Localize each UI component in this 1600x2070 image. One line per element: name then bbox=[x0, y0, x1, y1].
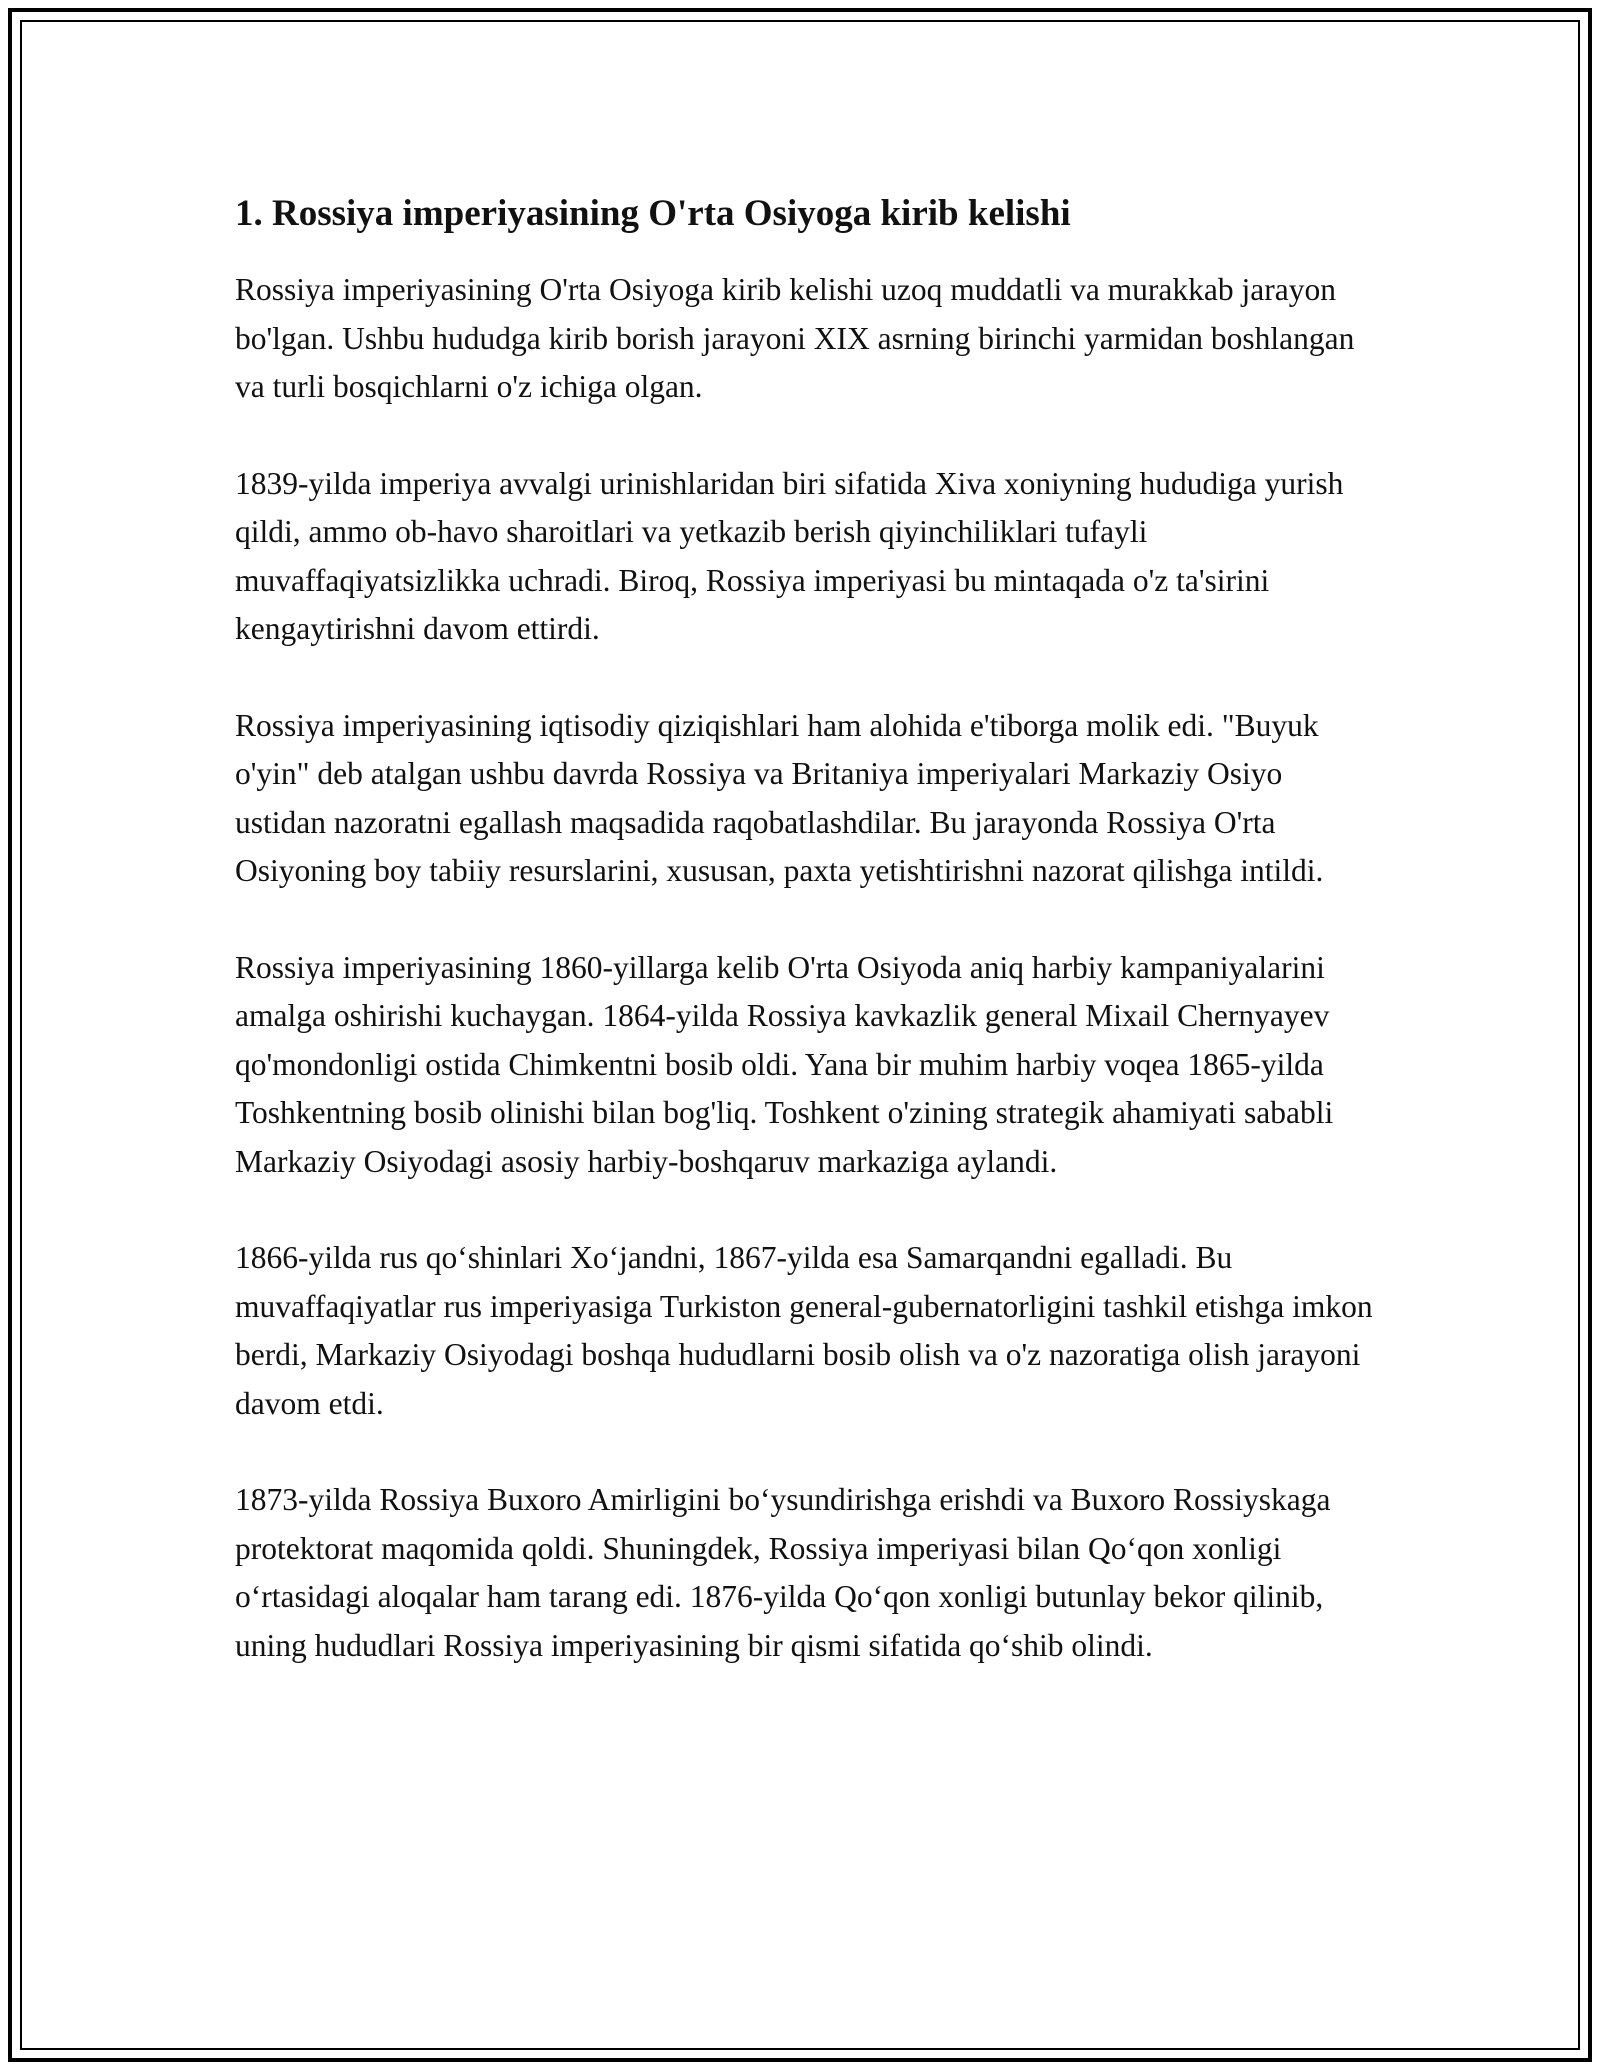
document-body bbox=[235, 190, 1380, 1718]
paragraph-6: 1873-yilda Rossiya Buxoro Amirligini bo‘ysundirishga erishdi va Buxoro Rossiyskaga protektorat maqomida qoldi. Shuningdek, Rossiya imperiyasi bilan Qo‘qon xonligi o‘rtasidagi aloqalar ham tarang edi. 1876-yilda Qo‘qon xonligi butunlay bekor qilinib, uning hududlari Rossiya imperiyasining bir qismi sifatida qo‘shib olindi. bbox=[235, 1482, 1331, 1663]
page-title: 1. Rossiya imperiyasining O'rta Osiyoga kirib kelishi bbox=[235, 193, 1071, 234]
paragraph-4: Rossiya imperiyasining 1860-yillarga kelib O'rta Osiyoda aniq harbiy kampaniyalarini amalga oshirishi kuchaygan. 1864-yilda Rossiya kavkazlik general Mixail Chernyayev qo'mondonligi ostida Chimkentni bosib oldi. Yana bir muhim harbiy voqea 1865-yilda Toshkentning bosib olinishi bilan bog'liq. Toshkent o'zining strategik ahamiyati sababli Markaziy Osiyodagi asosiy harbiy-boshqaruv markaziga aylandi. bbox=[235, 949, 1334, 1179]
paragraph-1: Rossiya imperiyasining O'rta Osiyoga kirib kelishi uzoq muddatli va murakkab jarayon bo'lgan. Ushbu hududga kirib borish jarayoni XIX asrning birinchi yarmidan boshlangan va turli bosqichlarni o'z ichiga olgan. bbox=[235, 272, 1355, 404]
paragraph-2: 1839-yilda imperiya avvalgi urinishlaridan biri sifatida Xiva xoniyning hududiga yurish qildi, ammo ob-havo sharoitlari va yetkazib berish qiyinchiliklari tufayli muvaffaqiyatsizlikka uchradi. Biroq, Rossiya imperiyasi bu mintaqada o'z ta'sirini kengaytirishni davom ettirdi. bbox=[235, 465, 1344, 646]
paragraph-5: 1866-yilda rus qo‘shinlari Xo‘jandni, 1867-yilda esa Samarqandni egalladi. Bu muvaffaqiyatlar rus imperiyasiga Turkiston general-gubernatorligini tashkil etishga imkon berdi, Markaziy Osiyodagi boshqa hududlarni bosib olish va o'z nazoratiga olish jarayoni davom etdi. bbox=[235, 1240, 1373, 1421]
paragraph-3: Rossiya imperiyasining iqtisodiy qiziqishlari ham alohida e'tiborga molik edi. "Buyuk o'yin" deb atalgan ushbu davrda Rossiya va Britaniya imperiyalari Markaziy Osiyo ustidan nazoratni egallash maqsadida raqobatlashdilar. Bu jarayonda Rossiya O'rta Osiyoning boy tabiiy resurslarini, xususan, paxta yetishtirishni nazorat qilishga intildi. bbox=[235, 707, 1324, 888]
